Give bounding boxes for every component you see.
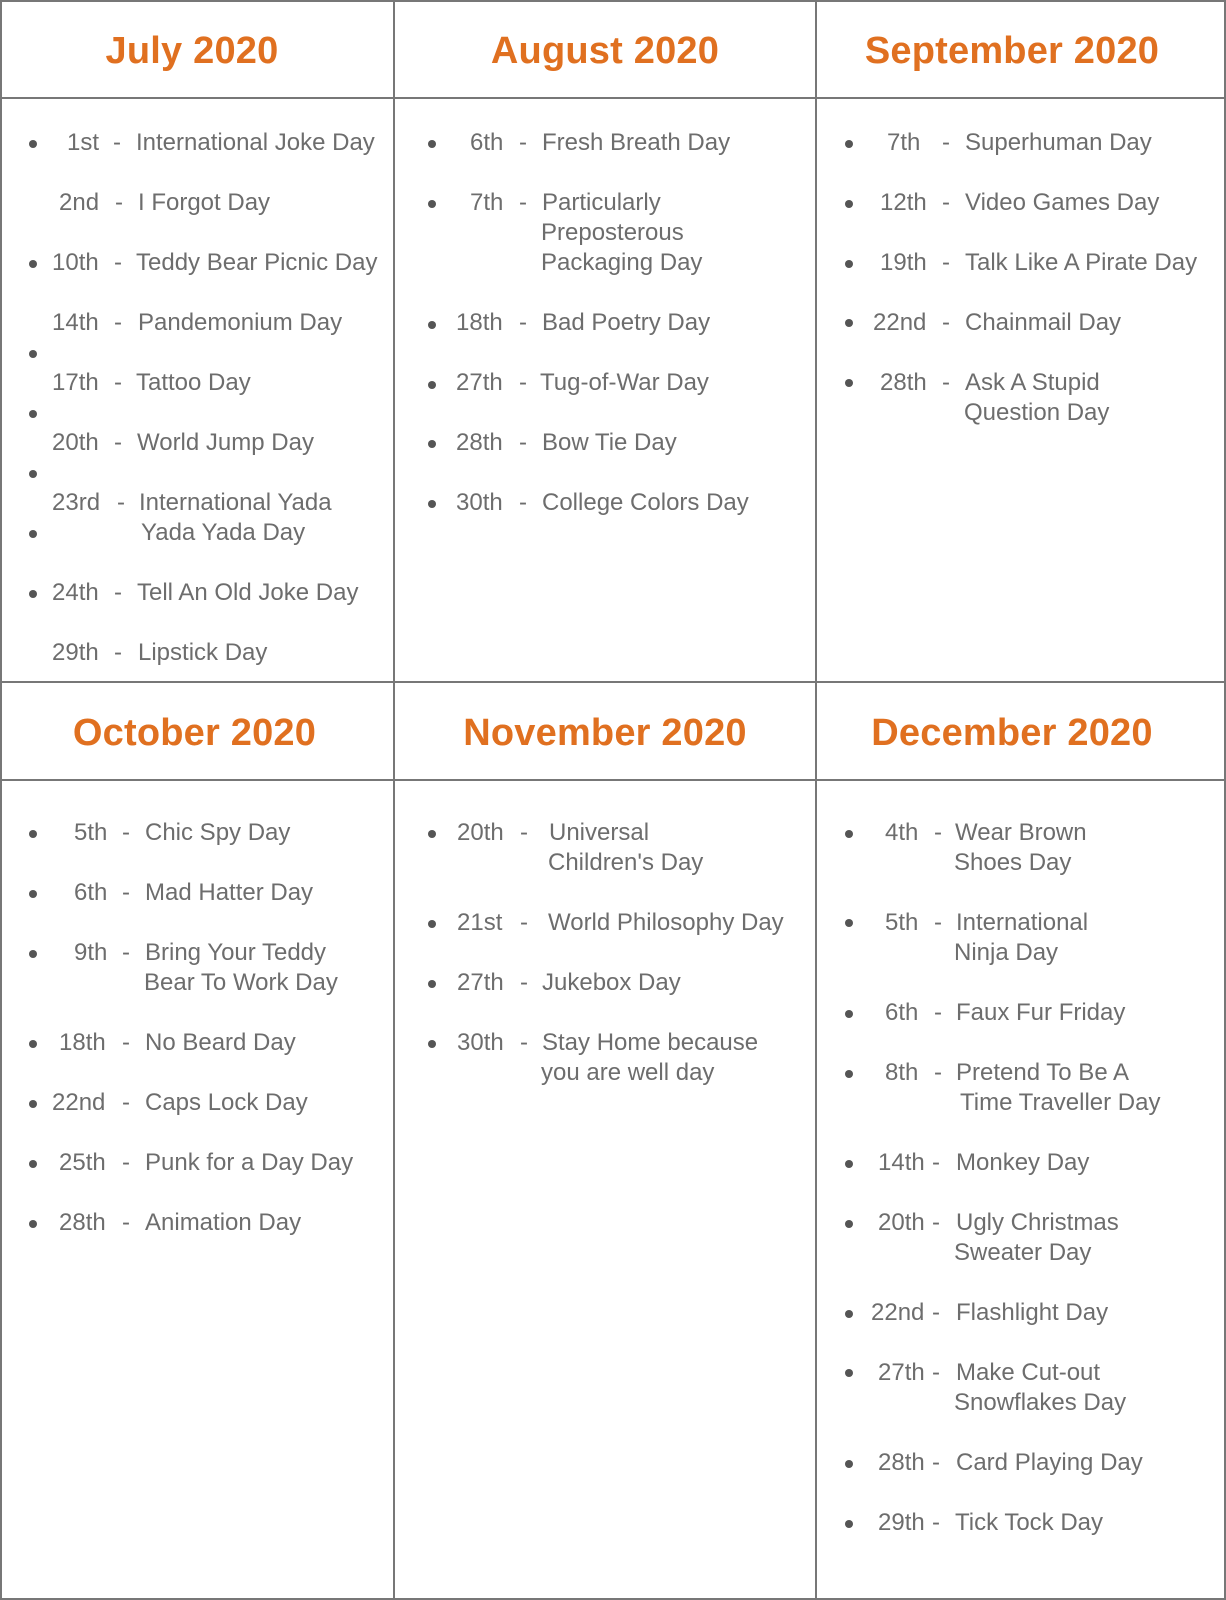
day-number: 7th xyxy=(887,129,921,156)
separator: - xyxy=(520,969,528,996)
day-name-continued: Snowflakes Day xyxy=(954,1389,1127,1416)
day-number: 27th xyxy=(457,969,504,996)
separator: - xyxy=(519,309,527,336)
day-number: 7th xyxy=(470,189,504,216)
day-name: Mad Hatter Day xyxy=(145,879,314,906)
day-name: World Philosophy Day xyxy=(548,909,784,936)
day-number: 29th xyxy=(52,639,99,666)
list-bullet xyxy=(428,1040,436,1048)
day-number: 30th xyxy=(457,1029,504,1056)
month-title-december: December 2020 xyxy=(871,711,1153,754)
day-name: Animation Day xyxy=(145,1209,302,1236)
day-name-continued: Sweater Day xyxy=(954,1239,1092,1266)
list-bullet xyxy=(428,830,436,838)
day-number: 6th xyxy=(74,879,108,906)
day-name: Bow Tie Day xyxy=(542,429,677,456)
separator: - xyxy=(114,249,122,276)
list-bullet xyxy=(29,890,37,898)
day-number: 2nd xyxy=(59,189,100,216)
day-name-continued: you are well day xyxy=(541,1059,715,1086)
separator: - xyxy=(122,1089,130,1116)
separator: - xyxy=(117,489,125,516)
day-name: Card Playing Day xyxy=(956,1449,1143,1476)
separator: - xyxy=(520,819,528,846)
separator: - xyxy=(519,369,527,396)
day-name: Monkey Day xyxy=(956,1149,1090,1176)
separator: - xyxy=(122,1149,130,1176)
day-name: Bring Your Teddy xyxy=(145,939,327,966)
day-number: 5th xyxy=(885,909,919,936)
day-name: Pandemonium Day xyxy=(138,309,343,336)
list-bullet xyxy=(845,1010,853,1018)
separator: - xyxy=(932,1509,940,1536)
day-number: 19th xyxy=(880,249,927,276)
separator: - xyxy=(934,909,942,936)
day-number: 6th xyxy=(885,999,919,1026)
separator: - xyxy=(932,1359,940,1386)
day-number: 6th xyxy=(470,129,504,156)
list-bullet xyxy=(428,980,436,988)
list-bullet xyxy=(845,1310,853,1318)
list-bullet xyxy=(845,1460,853,1468)
list-bullet xyxy=(29,1220,37,1228)
day-number: 8th xyxy=(885,1059,919,1086)
separator: - xyxy=(942,309,950,336)
day-name: I Forgot Day xyxy=(138,189,271,216)
list-bullet xyxy=(29,530,37,538)
list-bullet xyxy=(845,830,853,838)
day-number: 4th xyxy=(885,819,919,846)
day-name: Lipstick Day xyxy=(138,639,268,666)
day-number: 1st xyxy=(67,129,100,156)
day-name: Bad Poetry Day xyxy=(542,309,711,336)
day-name: Faux Fur Friday xyxy=(956,999,1126,1026)
list-bullet xyxy=(845,1220,853,1228)
list-bullet xyxy=(428,140,436,148)
separator: - xyxy=(122,939,130,966)
list-bullet xyxy=(845,1369,853,1377)
day-number: 28th xyxy=(59,1209,106,1236)
list-bullet xyxy=(29,830,37,838)
day-number: 14th xyxy=(52,309,99,336)
day-name: International xyxy=(956,909,1089,936)
day-number: 21st xyxy=(457,909,503,936)
separator: - xyxy=(114,369,122,396)
grid-line-middle xyxy=(0,681,1226,683)
day-name: Stay Home because xyxy=(542,1029,759,1056)
day-name: Fresh Breath Day xyxy=(542,129,731,156)
day-name: International Joke Day xyxy=(136,129,375,156)
day-number: 20th xyxy=(457,819,504,846)
day-number: 20th xyxy=(52,429,99,456)
list-bullet xyxy=(29,1160,37,1168)
day-name-continued: Time Traveller Day xyxy=(960,1089,1161,1116)
list-bullet xyxy=(29,140,37,148)
day-name: Video Games Day xyxy=(965,189,1160,216)
day-number: 23rd xyxy=(52,489,101,516)
day-name-continued: Shoes Day xyxy=(954,849,1072,876)
day-name: Pretend To Be A xyxy=(956,1059,1130,1086)
month-cell-july xyxy=(0,98,393,681)
list-bullet xyxy=(845,919,853,927)
day-number: 27th xyxy=(456,369,503,396)
grid-line-top xyxy=(0,0,1226,2)
day-number: 18th xyxy=(456,309,503,336)
day-number: 9th xyxy=(74,939,108,966)
separator: - xyxy=(519,129,527,156)
separator: - xyxy=(114,309,122,336)
separator: - xyxy=(114,639,122,666)
day-number: 30th xyxy=(456,489,503,516)
list-bullet xyxy=(29,950,37,958)
list-bullet xyxy=(845,319,853,327)
day-number: 22nd xyxy=(52,1089,106,1116)
day-name-continued: Packaging Day xyxy=(541,249,703,276)
list-bullet xyxy=(29,410,37,418)
day-name: Ugly Christmas xyxy=(956,1209,1119,1236)
day-name: Caps Lock Day xyxy=(145,1089,308,1116)
separator: - xyxy=(934,819,942,846)
day-number: 10th xyxy=(52,249,99,276)
separator: - xyxy=(942,189,950,216)
separator: - xyxy=(932,1149,940,1176)
day-name-continued: Children's Day xyxy=(548,849,704,876)
list-bullet xyxy=(29,470,37,478)
day-name: World Jump Day xyxy=(137,429,314,456)
day-name: No Beard Day xyxy=(145,1029,296,1056)
day-name: Wear Brown xyxy=(955,819,1087,846)
day-number: 12th xyxy=(880,189,927,216)
month-title-july: July 2020 xyxy=(105,29,279,72)
day-name: Teddy Bear Picnic Day xyxy=(136,249,378,276)
day-number: 22nd xyxy=(873,309,927,336)
separator: - xyxy=(519,429,527,456)
list-bullet xyxy=(428,440,436,448)
day-name: Talk Like A Pirate Day xyxy=(965,249,1198,276)
list-bullet xyxy=(845,200,853,208)
day-name: Tick Tock Day xyxy=(955,1509,1104,1536)
day-name: Chic Spy Day xyxy=(145,819,291,846)
separator: - xyxy=(114,429,122,456)
day-name: Tug-of-War Day xyxy=(540,369,709,396)
month-title-august: August 2020 xyxy=(490,29,720,72)
list-bullet xyxy=(428,381,436,389)
day-number: 29th xyxy=(878,1509,925,1536)
day-name: Ask A Stupid xyxy=(965,369,1100,396)
day-name: Universal xyxy=(549,819,650,846)
day-name: Jukebox Day xyxy=(542,969,681,996)
day-number: 18th xyxy=(59,1029,106,1056)
list-bullet xyxy=(29,260,37,268)
day-name: Tattoo Day xyxy=(136,369,251,396)
separator: - xyxy=(942,369,950,396)
month-cell-august xyxy=(395,98,815,681)
list-bullet xyxy=(29,1040,37,1048)
day-number: 28th xyxy=(878,1449,925,1476)
list-bullet xyxy=(428,200,436,208)
day-name: Flashlight Day xyxy=(956,1299,1109,1326)
list-bullet xyxy=(845,1070,853,1078)
day-number: 24th xyxy=(52,579,99,606)
day-name-continued: Bear To Work Day xyxy=(144,969,338,996)
list-bullet xyxy=(845,140,853,148)
day-number: 22nd xyxy=(871,1299,925,1326)
list-bullet xyxy=(428,321,436,329)
day-number: 14th xyxy=(878,1149,925,1176)
separator: - xyxy=(932,1209,940,1236)
separator: - xyxy=(122,1209,130,1236)
separator: - xyxy=(113,129,121,156)
day-number: 20th xyxy=(878,1209,925,1236)
separator: - xyxy=(520,1029,528,1056)
separator: - xyxy=(942,249,950,276)
month-cell-december xyxy=(817,780,1224,1598)
list-bullet xyxy=(845,260,853,268)
day-name: College Colors Day xyxy=(542,489,749,516)
day-name: Particularly xyxy=(542,189,661,216)
list-bullet xyxy=(845,379,853,387)
list-bullet xyxy=(29,590,37,598)
list-bullet xyxy=(845,1520,853,1528)
day-number: 28th xyxy=(880,369,927,396)
list-bullet xyxy=(428,920,436,928)
separator: - xyxy=(520,909,528,936)
day-number: 28th xyxy=(456,429,503,456)
list-bullet xyxy=(29,1100,37,1108)
separator: - xyxy=(519,489,527,516)
day-number: 27th xyxy=(878,1359,925,1386)
separator: - xyxy=(942,129,950,156)
list-bullet xyxy=(845,1160,853,1168)
day-name: Chainmail Day xyxy=(965,309,1122,336)
separator: - xyxy=(122,819,130,846)
month-cell-november xyxy=(395,780,815,1598)
separator: - xyxy=(932,1299,940,1326)
day-name-continued: Preposterous xyxy=(541,219,684,246)
list-bullet xyxy=(29,350,37,358)
month-cell-october xyxy=(0,780,393,1598)
separator: - xyxy=(932,1449,940,1476)
separator: - xyxy=(519,189,527,216)
day-name-continued: Yada Yada Day xyxy=(141,519,306,546)
list-bullet xyxy=(428,500,436,508)
day-number: 17th xyxy=(52,369,99,396)
separator: - xyxy=(114,579,122,606)
month-title-november: November 2020 xyxy=(463,711,747,754)
separator: - xyxy=(115,189,123,216)
separator: - xyxy=(934,1059,942,1086)
month-title-september: September 2020 xyxy=(864,29,1160,72)
separator: - xyxy=(934,999,942,1026)
day-name: International Yada xyxy=(139,489,332,516)
day-name: Make Cut-out xyxy=(956,1359,1101,1386)
day-number: 5th xyxy=(74,819,108,846)
day-name-continued: Question Day xyxy=(964,399,1110,426)
day-name: Punk for a Day Day xyxy=(145,1149,354,1176)
separator: - xyxy=(122,879,130,906)
day-name: Superhuman Day xyxy=(965,129,1152,156)
day-name-continued: Ninja Day xyxy=(954,939,1059,966)
month-cell-september xyxy=(817,98,1224,681)
separator: - xyxy=(122,1029,130,1056)
day-number: 25th xyxy=(59,1149,106,1176)
month-title-october: October 2020 xyxy=(72,711,317,754)
day-name: Tell An Old Joke Day xyxy=(137,579,359,606)
